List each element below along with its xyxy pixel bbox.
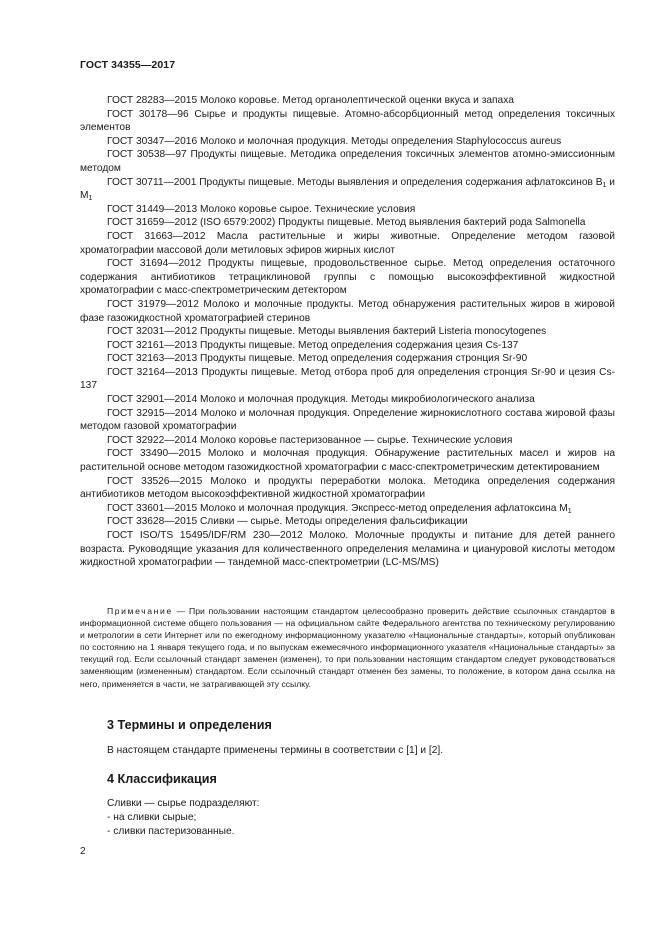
reference-item: ГОСТ 32164—2013 Продукты пищевые. Метод отбора проб для определения стронция Sr-90 и цезия Cs-137	[80, 366, 615, 392]
reference-item: ГОСТ 32901—2014 Молоко и молочная продукция. Методы микробиологического анализа	[107, 394, 535, 406]
reference-item: ГОСТ 33490—2015 Молоко и молочная продукция. Обнаружение растительных масел и жиров на растительной основе методом газожидкостной хроматографии с масс-спектрометрическим детектированием	[80, 448, 615, 474]
normative-references-list	[80, 94, 615, 570]
reference-item: ГОСТ 32922—2014 Молоко коровье пастеризованное — сырье. Технические условия	[107, 434, 513, 446]
reference-item: ГОСТ 30538—97 Продукты пищевые. Методика определения токсичных элементов атомно-эмиссионным методом	[80, 149, 615, 174]
reference-item: ГОСТ 30711—2001 Продукты пищевые. Методы выявления и определения содержания афлатоксинов $B_1$ и $M_1$	[80, 176, 615, 203]
reference-item: ГОСТ 32163—2013 Продукты пищевые. Метод определения содержания стронция Sr-90	[107, 353, 528, 365]
reference-item: ГОСТ 32915—2014 Молоко и молочная продукция. Определение жирнокислотного состава жировой фазы методом газовой хроматографии	[80, 407, 615, 433]
note	[80, 605, 615, 690]
note-text: — При пользовании настоящим стандартом целесообразно проверить действие ссылочных стандартов в информационной системе общего пользования — на официальном сайте Федерального агентства по техническому регулированию и метрологии в сети Интернет или по ежегодному информационному указателю «Национальные стандарты», который опубликован по состоянию на 1 января текущего года, и по выпускам ежемесячного информационного указателя «Национальные стандарты» за текущий год. Если ссылочный стандарт заменен (изменен), то при пользовании настоящим стандартом следует руководствоваться заменяющим (измененным) стандартом. Если ссылочный стандарт отменен без замены, то положение, в котором дана ссылка на него, применяется в части, не затрагивающей эту ссылку.	[80, 606, 615, 689]
section-4-intro: Сливки — сырье подразделяют:	[107, 798, 260, 809]
section-4-title: 4 Классификация	[107, 772, 217, 786]
reference-item: ГОСТ 32161—2013 Продукты пищевые. Метод определения содержания цезия Cs-137	[107, 339, 519, 351]
reference-item: ГОСТ 30178—96 Сырье и продукты пищевые. Атомно-абсорбционный метод определения токсичных элементов	[80, 108, 615, 134]
reference-item: ГОСТ 31979—2012 Молоко и молочные продукты. Метод обнаружения растительных жиров в жировой фазе газожидкостной хроматографией стеринов	[80, 298, 615, 324]
reference-item: ГОСТ 31694—2012 Продукты пищевые, продовольственное сырье. Метод определения остаточного содержания антибиотиков тетрациклиновой группы с помощью высокоэффективной жидкостной хроматографии с масс-спектрометрическим детектором	[80, 258, 615, 297]
section-3-title: 3 Термины и определения	[107, 718, 272, 732]
list-item: - сливки пастеризованные.	[107, 825, 235, 837]
reference-item: ГОСТ 31449—2013 Молоко коровье сырое. Технические условия	[107, 203, 416, 215]
reference-item: ГОСТ 32031—2012 Продукты пищевые. Методы выявления бактерий Listeria monocytogenes	[107, 326, 547, 338]
reference-item: ГОСТ 31663—2012 Масла растительные и жиры животные. Определение методом газовой хроматографии массовой доли метиловых эфиров жирных кислот	[80, 230, 615, 256]
note-label: Примечание	[107, 606, 173, 616]
reference-item: ГОСТ 31659—2012 (ISO 6579:2002) Продукты пищевые. Метод выявления бактерий рода Salmonella	[107, 217, 586, 229]
reference-item: ГОСТ 30347—2016 Молоко и молочная продукция. Методы определения Staphylococcus aureus	[107, 135, 562, 147]
reference-item: ГОСТ 33526—2015 Молоко и продукты переработки молока. Методика определения содержания антибиотиков методом высокоэффективной жидкостной хроматографии	[80, 475, 615, 501]
reference-item: ГОСТ 28283—2015 Молоко коровье. Метод органолептической оценки вкуса и запаха	[107, 95, 514, 106]
classification-list	[107, 811, 234, 838]
page-number: 2	[80, 846, 86, 857]
list-item: - на сливки сырые;	[107, 812, 197, 823]
reference-item: ГОСТ ISO/TS 15495/IDF/RM 230—2012 Молоко. Молочные продукты и питание для детей раннего возраста. Руководящие указания для количественного определения меламина и циануровой кислоты методом жидкостной хроматографии — тандемной масс-спектрометрии (LC-MS/MS)	[80, 530, 615, 569]
reference-item: ГОСТ 33628—2015 Сливки — сырье. Методы определения фальсификации	[107, 516, 468, 528]
section-3-text: В настоящем стандарте применены термины в соответствии с [1] и [2].	[107, 745, 444, 756]
reference-item: ГОСТ 33601—2015 Молоко и молочная продукция. Экспресс-метод определения афлатоксина $M_1$	[107, 502, 572, 515]
document-code: ГОСТ 34355—2017	[80, 59, 176, 71]
